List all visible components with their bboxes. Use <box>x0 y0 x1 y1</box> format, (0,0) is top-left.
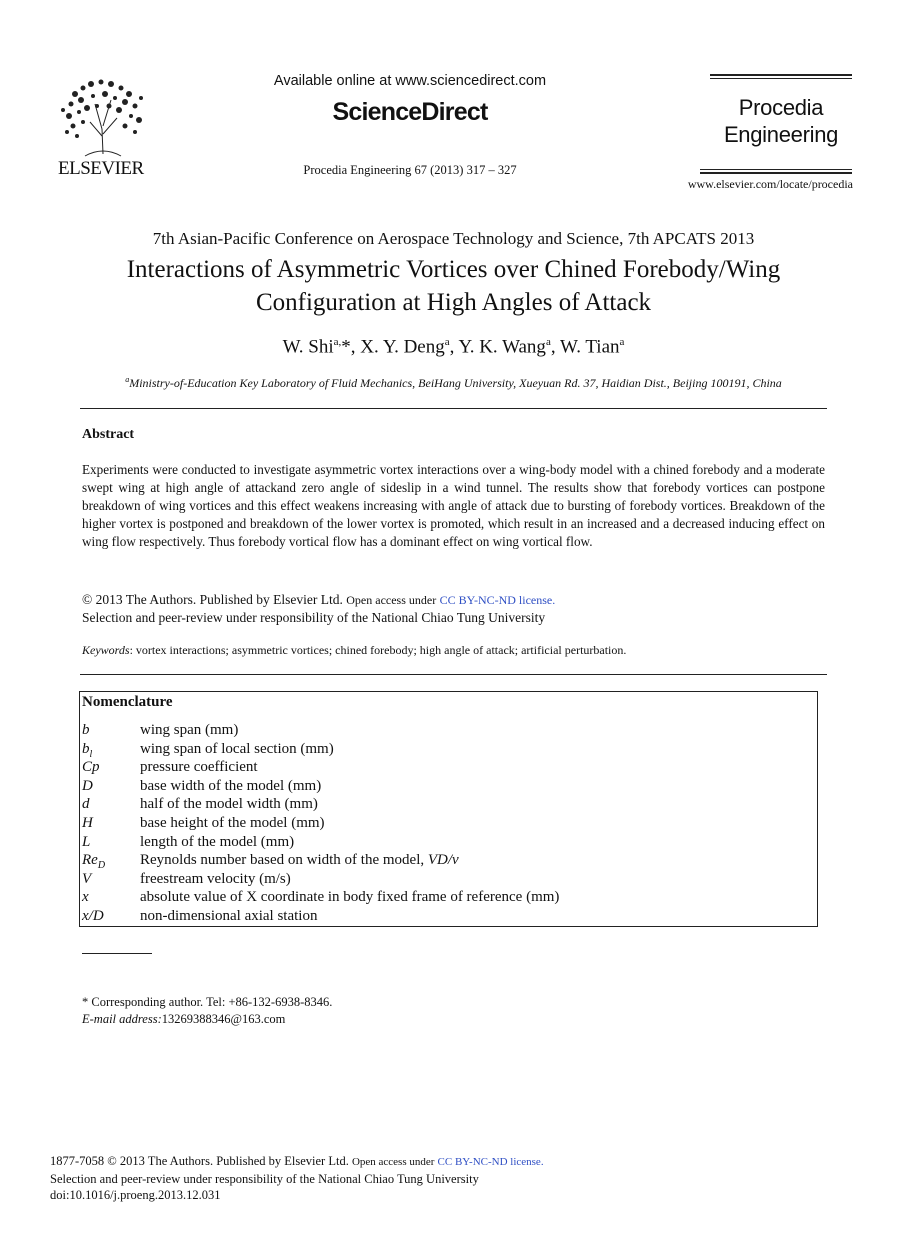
symbol-subscript: D <box>97 860 106 872</box>
journal-title: Procedia Engineering <box>723 95 839 147</box>
symbol-base: H <box>82 814 93 831</box>
section-rule-2 <box>80 674 827 675</box>
nomenclature-definition <box>140 870 291 889</box>
author-list <box>0 336 907 358</box>
symbol-base: b <box>82 740 90 757</box>
author-name: Y. K. Wang <box>458 336 546 358</box>
symbol-subscript: l <box>89 748 93 760</box>
author-separator: , <box>449 336 459 358</box>
definition-text: base height of the model (mm) <box>140 814 325 831</box>
sciencedirect-logo: ScienceDirect <box>332 98 488 126</box>
nomenclature-definition <box>140 814 325 833</box>
copyright-block <box>82 591 555 627</box>
corresponding-author: * Corresponding author. Tel: +86-132-6938-8346. <box>82 995 333 1009</box>
symbol-base: x/D <box>82 907 104 924</box>
nomenclature-definition <box>140 795 318 814</box>
nomenclature-definition <box>140 758 258 777</box>
definition-text: pressure coefficient <box>140 759 258 776</box>
keywords <box>82 643 626 658</box>
author-name: W. Shi <box>282 336 334 358</box>
definition-text: base width of the model (mm) <box>140 777 322 794</box>
issn-text: 1877-7058 © 2013 The Authors. Published by Elsevier Ltd. <box>50 1154 349 1168</box>
abstract-text: Experiments were conducted to investigate asymmetric vortex interactions over a wing-body model with a chined forebody and a moderate swept wing at high angle of attackand zero angle of sideslip in a wind tunnel. The results show that forebody vortices can postpone breakdown of wing vortices and this effect weakens increasing with angle of attack due to bursting of forebody vortices. Breakdown of the higher vortex is postponed and breakdown of the lower vortex is promoted, which result in an increased and a decreased inducing effect on wing flow respectively. Thus forebody vortical flow has a dominant effect on wing vortical flow. <box>82 462 825 549</box>
bottom-license-link[interactable]: CC BY-NC-ND license. <box>437 1156 544 1168</box>
symbol-base: Cp <box>82 759 100 776</box>
paper-title: Interactions of Asymmetric Vortices over Chined Forebody/Wing Configuration at High Angles of Attack <box>126 256 781 316</box>
author-affiliation-marker: a, <box>333 336 342 348</box>
author-separator: , <box>350 336 361 358</box>
nomenclature-definition <box>140 833 294 852</box>
definition-text: absolute value of X coordinate in body fixed frame of reference (mm) <box>140 889 560 906</box>
available-online: Available online at www.sciencedirect.com <box>273 73 547 89</box>
journal-citation: Procedia Engineering 67 (2013) 317 – 327 <box>303 163 517 177</box>
author-affiliation-marker: a <box>619 336 625 348</box>
section-rule <box>80 408 827 409</box>
symbol-base: d <box>82 796 90 813</box>
bottom-peer-review: Selection and peer-review under responsibility of the National Chiao Tung University <box>50 1171 479 1186</box>
journal-url[interactable]: www.elsevier.com/locate/procedia <box>687 177 853 191</box>
definition-text: wing span (mm) <box>140 722 239 738</box>
definition-text: half of the model width (mm) <box>140 796 318 813</box>
symbol-base: D <box>82 777 93 794</box>
bottom-open-access: Open access under <box>351 1156 435 1168</box>
nomenclature-definition <box>140 851 459 870</box>
copyright-text: © 2013 The Authors. Published by Elsevier Ltd. <box>82 592 343 607</box>
journal-rule-top-thin <box>710 78 852 79</box>
author-name: W. Tian <box>560 336 620 358</box>
footnote <box>82 994 332 1028</box>
author-affiliation-marker: a <box>545 336 551 348</box>
nomenclature-symbol <box>82 907 104 932</box>
abstract-heading: Abstract <box>82 427 135 442</box>
definition-text: Reynolds number based on width of the model, <box>140 852 428 869</box>
nomenclature-definition <box>140 777 321 796</box>
email-link[interactable]: 13269388346@163.com <box>161 1012 286 1026</box>
author-affiliation-marker: a <box>444 336 450 348</box>
nomenclature-definition <box>140 907 317 926</box>
symbol-base: Re <box>82 852 98 869</box>
email-label: E-mail address: <box>82 1012 162 1026</box>
definition-text: length of the model (mm) <box>140 833 295 850</box>
definition-formula: VD/ν <box>427 852 459 869</box>
license-link[interactable]: CC BY-NC-ND license. <box>439 593 556 607</box>
nomenclature-definition <box>140 888 559 907</box>
symbol-base: x <box>82 889 89 906</box>
nomenclature-definition <box>140 721 238 740</box>
elsevier-wordmark: ELSEVIER <box>58 158 144 179</box>
keywords-text: : vortex interactions; asymmetric vortices; chined forebody; high angle of attack; artificial perturbation. <box>129 643 627 657</box>
definition-text: freestream velocity (m/s) <box>140 870 291 887</box>
nomenclature-heading: Nomenclature <box>82 694 173 710</box>
journal-rule-bottom <box>700 172 852 174</box>
affiliation-text: Ministry-of-Education Key Laboratory of Fluid Mechanics, BeiHang University, Xueyuan Rd. 37, Haidian Dist., Beijing 100191, China <box>129 376 782 390</box>
footnote-rule <box>82 953 152 954</box>
peer-review-text: Selection and peer-review under responsibility of the National Chiao Tung University <box>82 610 546 625</box>
symbol-base: L <box>82 833 91 850</box>
open-access-text: Open access under <box>346 593 437 607</box>
definition-text: non-dimensional axial station <box>140 907 318 924</box>
author-name: X. Y. Deng <box>360 336 445 358</box>
symbol-base: V <box>82 870 92 887</box>
bottom-notice <box>50 1153 544 1204</box>
definition-text: wing span of local section (mm) <box>140 740 334 757</box>
keywords-label: Keywords <box>82 643 130 657</box>
affiliation-marker: a <box>125 375 130 384</box>
journal-rule-top <box>710 74 852 76</box>
affiliation <box>0 375 907 391</box>
symbol-base: b <box>82 722 90 738</box>
nomenclature-definition <box>140 740 334 759</box>
conference-name: 7th Asian-Pacific Conference on Aerospace Technology and Science, 7th APCATS 2013 <box>152 229 755 248</box>
corresponding-mark: * <box>341 336 351 358</box>
journal-rule-bottom-thin <box>700 169 852 170</box>
doi-link[interactable]: doi:10.1016/j.proeng.2013.12.031 <box>50 1188 221 1202</box>
author-separator: , <box>550 336 560 358</box>
